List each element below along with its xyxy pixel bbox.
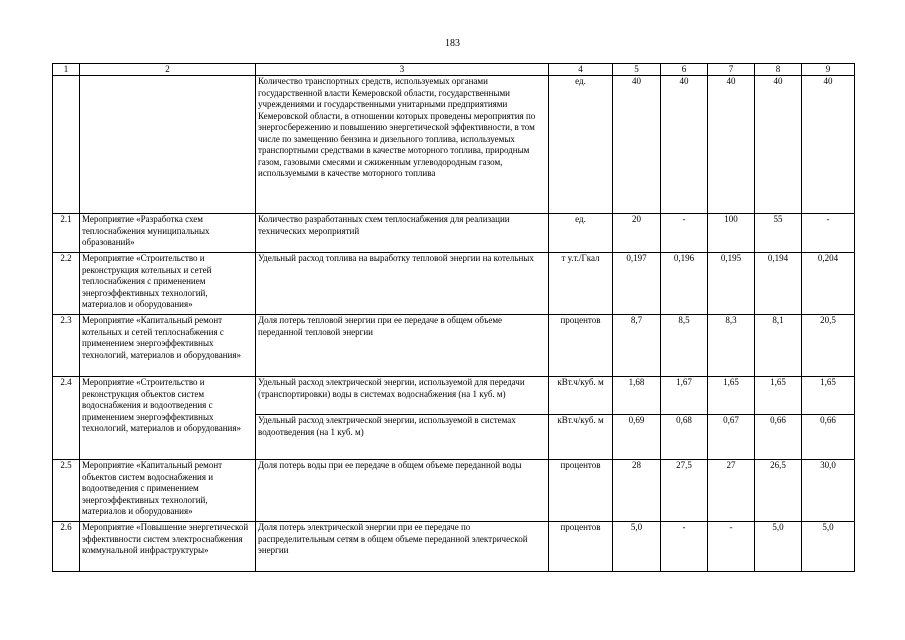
header-cell: 6	[661, 64, 708, 76]
value-col8: 1,65	[755, 377, 802, 415]
value-col8: 0,194	[755, 253, 802, 315]
row-number: 2.2	[53, 253, 80, 315]
value-col5: 8,7	[613, 315, 661, 377]
value-col7: -	[708, 522, 755, 572]
table-row	[53, 315, 855, 377]
header-cell: 5	[613, 64, 661, 76]
unit: процентов	[549, 522, 613, 572]
value-col6: 8,5	[661, 315, 708, 377]
indicator-name: Количество транспортных средств, используемых органами государственной власти Кемеровской области, государственными учреждениями и государственными унитарными предприятиями Кемеровской области, в отношении которых проведены мероприятия по энергосбережению и повышению энергетической эффективности, в том числе по замещению бензина и дизельного топлива, используемых транспортными средствами в качестве моторного топлива, природным газом, газовыми смесями и сжиженным углеводородным газом, используемыми в качестве моторного топлива	[256, 76, 549, 214]
value-col7: 27	[708, 460, 755, 522]
value-col6: 0,196	[661, 253, 708, 315]
value-col8: 8,1	[755, 315, 802, 377]
table-row	[53, 253, 855, 315]
value-col7: 0,67	[708, 415, 755, 460]
table-row	[53, 377, 855, 415]
value-col6: 1,67	[661, 377, 708, 415]
event-name: Мероприятие «Строительство и реконструкция котельных и сетей теплоснабжения с применением энергоэффективных технологий, материалов и оборудования»	[80, 253, 256, 315]
page-number: 183	[445, 38, 460, 49]
unit: ед.	[549, 76, 613, 214]
indicator-name: Количество разработанных схем теплоснабжения для реализации технических мероприятий	[256, 214, 549, 253]
indicator-name: Доля потерь тепловой энергии при ее передаче в общем объеме переданной тепловой энергии	[256, 315, 549, 377]
header-cell: 3	[256, 64, 549, 76]
value-col5: 1,68	[613, 377, 661, 415]
value-col9: 30,0	[802, 460, 855, 522]
header-cell: 8	[755, 64, 802, 76]
row-number: 2.4	[53, 377, 80, 460]
table-row	[53, 522, 855, 572]
value-col5: 0,197	[613, 253, 661, 315]
value-col8: 40	[755, 76, 802, 214]
value-col7: 100	[708, 214, 755, 253]
event-name: Мероприятие «Повышение энергетической эффективности систем электроснабжения коммунальной инфраструктуры»	[80, 522, 256, 572]
value-col8: 0,66	[755, 415, 802, 460]
header-cell: 1	[53, 64, 80, 76]
indicators-table	[52, 63, 855, 572]
value-col7: 1,65	[708, 377, 755, 415]
unit: кВт.ч/куб. м	[549, 377, 613, 415]
table-row	[53, 214, 855, 253]
header-cell: 4	[549, 64, 613, 76]
event-name	[80, 76, 256, 214]
unit: кВт.ч/куб. м	[549, 415, 613, 460]
indicator-name: Удельный расход электрической энергии, используемой в системах водоотведения (на 1 куб. м)	[256, 415, 549, 460]
value-col6: -	[661, 522, 708, 572]
value-col7: 40	[708, 76, 755, 214]
header-cell: 9	[802, 64, 855, 76]
value-col9: 0,66	[802, 415, 855, 460]
value-col9: 40	[802, 76, 855, 214]
value-col9: 20,5	[802, 315, 855, 377]
indicator-name: Доля потерь электрической энергии при ее передаче по распределительным сетям в общем объеме переданной электрической энергии	[256, 522, 549, 572]
value-col7: 8,3	[708, 315, 755, 377]
value-col5: 5,0	[613, 522, 661, 572]
value-col6: 40	[661, 76, 708, 214]
header-cell: 2	[80, 64, 256, 76]
unit: ед.	[549, 214, 613, 253]
event-name: Мероприятие «Капитальный ремонт котельных и сетей теплоснабжения с применением энергоэффективных технологий, материалов и оборудования»	[80, 315, 256, 377]
table-row	[53, 76, 855, 214]
value-col9: 0,204	[802, 253, 855, 315]
value-col9: -	[802, 214, 855, 253]
value-col8: 55	[755, 214, 802, 253]
indicator-name: Доля потерь воды при ее передаче в общем объеме переданной воды	[256, 460, 549, 522]
value-col7: 0,195	[708, 253, 755, 315]
unit: процентов	[549, 315, 613, 377]
row-number	[53, 76, 80, 214]
value-col8: 5,0	[755, 522, 802, 572]
indicator-name: Удельный расход электрической энергии, используемой для передачи (транспортировки) воды в системах водоснабжения (на 1 куб. м)	[256, 377, 549, 415]
value-col5: 40	[613, 76, 661, 214]
row-number: 2.3	[53, 315, 80, 377]
value-col5: 20	[613, 214, 661, 253]
header-row	[53, 64, 855, 76]
value-col6: -	[661, 214, 708, 253]
header-cell: 7	[708, 64, 755, 76]
value-col9: 1,65	[802, 377, 855, 415]
event-name: Мероприятие «Капитальный ремонт объектов систем водоснабжения и водоотведения с применением энергоэффективных технологий, материалов и оборудования»	[80, 460, 256, 522]
row-number: 2.5	[53, 460, 80, 522]
row-number: 2.1	[53, 214, 80, 253]
row-number: 2.6	[53, 522, 80, 572]
event-name: Мероприятие «Строительство и реконструкция объектов систем водоснабжения и водоотведения с применением энергоэффективных технологий, материалов и оборудования»	[80, 377, 256, 460]
value-col6: 0,68	[661, 415, 708, 460]
unit: т у.т./Гкал	[549, 253, 613, 315]
indicator-name: Удельный расход топлива на выработку тепловой энергии на котельных	[256, 253, 549, 315]
value-col6: 27,5	[661, 460, 708, 522]
table-row	[53, 460, 855, 522]
event-name: Мероприятие «Разработка схем теплоснабжения муниципальных образований»	[80, 214, 256, 253]
value-col9: 5,0	[802, 522, 855, 572]
value-col5: 0,69	[613, 415, 661, 460]
value-col8: 26,5	[755, 460, 802, 522]
unit: процентов	[549, 460, 613, 522]
value-col5: 28	[613, 460, 661, 522]
